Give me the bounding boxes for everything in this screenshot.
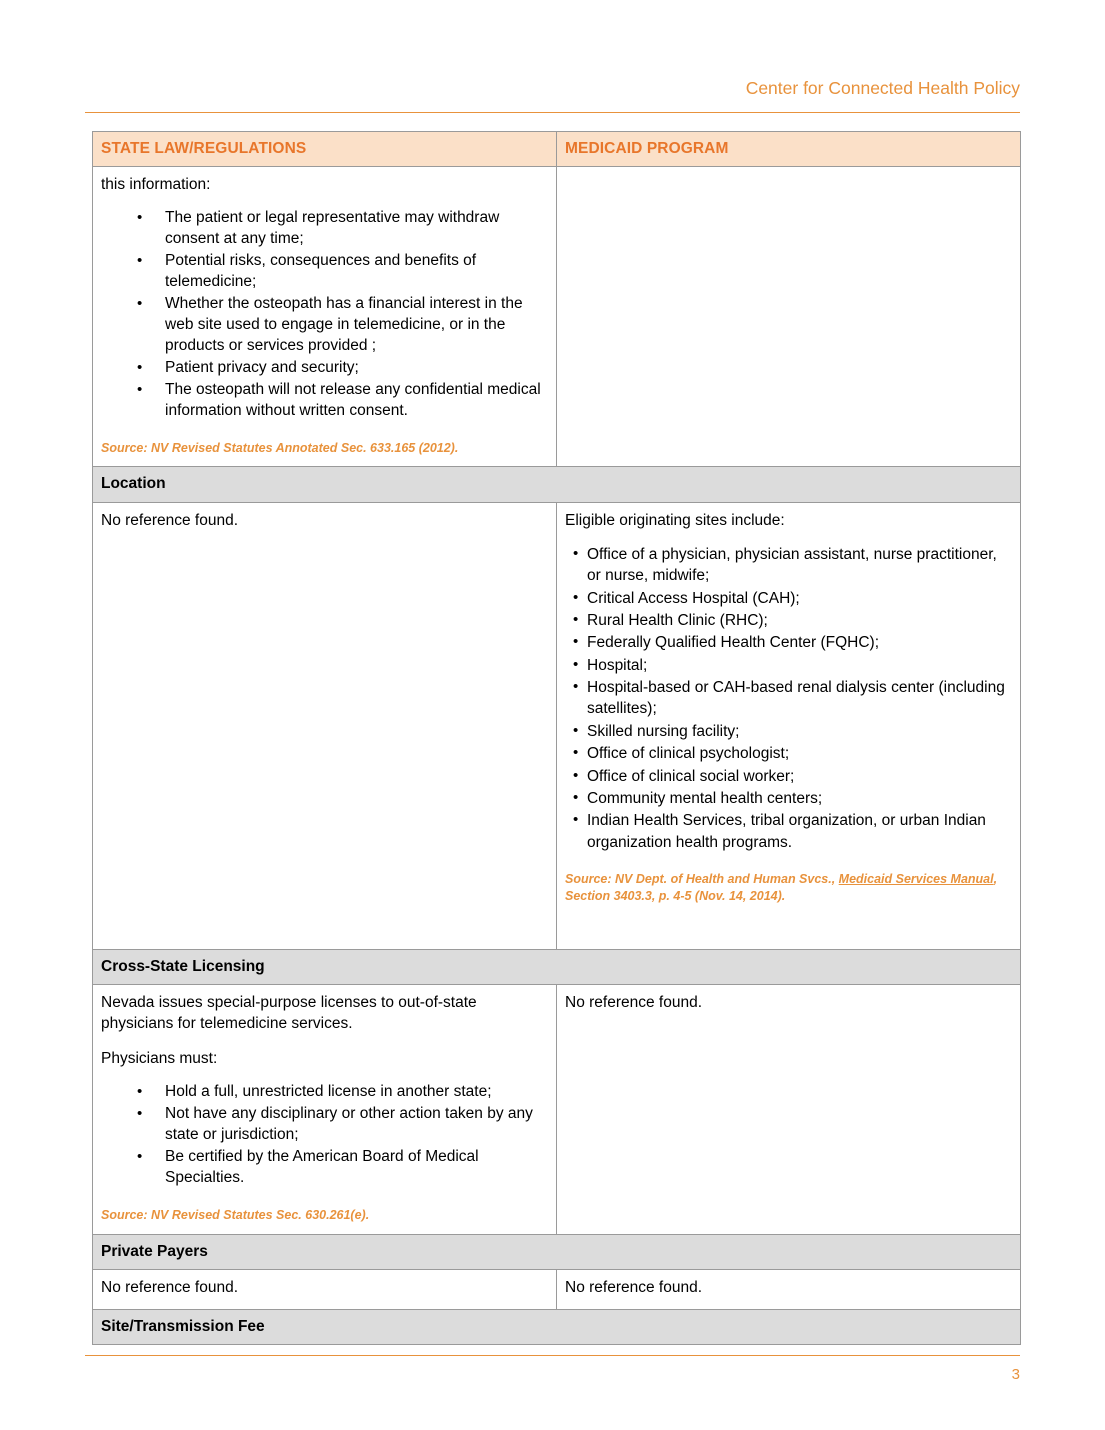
list-item: • Hospital-based or CAH-based renal dialysis center (including satellites); — [587, 677, 1012, 720]
footer-divider — [85, 1355, 1020, 1356]
table-header-row — [93, 132, 1021, 167]
list-item: • Potential risks, consequences and benefits of telemedicine; — [165, 251, 548, 293]
section-title-private-payers: Private Payers — [93, 1234, 1021, 1269]
source-link-text: Medicaid Services Manual — [838, 872, 994, 887]
list-item: • The osteopath will not release any confidential medical information without written consent. — [165, 380, 548, 422]
list-item: • Not have any disciplinary or other action taken by any state or jurisdiction; — [165, 1104, 548, 1146]
source-prefix: Source: NV Dept. of Health and Human Svcs., — [565, 872, 839, 887]
location-lead-text: Eligible originating sites include: — [565, 511, 785, 529]
list-item: • Hold a full, unrestricted license in another state; — [165, 1082, 548, 1103]
section-row-site-transmission-fee — [93, 1310, 1021, 1345]
cell-consent-left — [93, 167, 557, 467]
source-citation: Source: NV Revised Statutes Annotated Sec. 633.165 (2012). — [101, 440, 459, 455]
cross-state-right-text: No reference found. — [565, 994, 703, 1012]
telehealth-policy-table — [92, 131, 1021, 1345]
cell-consent-right — [557, 167, 1021, 467]
list-item: • Rural Health Clinic (RHC); — [587, 610, 1012, 631]
source-citation — [565, 871, 1012, 905]
section-title-location: Location — [93, 467, 1021, 502]
cell-private-payers-left — [93, 1270, 557, 1310]
list-item: • Community mental health centers; — [587, 788, 1012, 809]
list-item: • Patient privacy and security; — [165, 358, 548, 379]
list-item: • Be certified by the American Board of Medical Specialties. — [165, 1147, 548, 1189]
list-item: • The patient or legal representative may withdraw consent at any time; — [165, 208, 548, 250]
list-item: • Federally Qualified Health Center (FQHC); — [587, 632, 1012, 653]
list-item: • Critical Access Hospital (CAH); — [587, 588, 1012, 609]
list-item: • Office of clinical psychologist; — [587, 743, 1012, 764]
section-row-private-payers — [93, 1234, 1021, 1269]
page-number: 3 — [1011, 1366, 1020, 1383]
list-item: • Indian Health Services, tribal organization, or urban Indian organization health programs. — [587, 810, 1012, 853]
section-title-cross-state-licensing: Cross-State Licensing — [93, 949, 1021, 984]
cell-cross-state-right — [557, 985, 1021, 1234]
list-item: • Office of clinical social worker; — [587, 766, 1012, 787]
table-row-private-payers — [93, 1270, 1021, 1310]
consent-lead-text: this information: — [101, 176, 211, 194]
list-item: • Office of a physician, physician assistant, nurse practitioner, or nurse, midwife; — [587, 544, 1012, 587]
private-payers-right-text: No reference found. — [565, 1279, 703, 1297]
table-row-consent-continued — [93, 167, 1021, 467]
consent-bullet-list — [101, 208, 548, 421]
location-left-text: No reference found. — [101, 511, 239, 529]
column-header-state-law: STATE LAW/REGULATIONS — [93, 132, 557, 167]
page-header-org: Center for Connected Health Policy — [745, 78, 1020, 98]
section-row-cross-state-licensing — [93, 949, 1021, 984]
section-row-location — [93, 467, 1021, 502]
header-divider — [85, 112, 1020, 113]
section-title-site-transmission-fee: Site/Transmission Fee — [93, 1310, 1021, 1345]
cell-cross-state-left — [93, 985, 557, 1234]
column-header-medicaid-program: MEDICAID PROGRAM — [557, 132, 1021, 167]
cell-location-left — [93, 502, 557, 949]
source-citation: Source: NV Revised Statutes Sec. 630.261(e). — [101, 1207, 370, 1222]
private-payers-left-text: No reference found. — [101, 1279, 239, 1297]
table-row-location — [93, 502, 1021, 949]
table-row-cross-state-licensing — [93, 985, 1021, 1234]
cross-state-bullet-list — [101, 1082, 548, 1189]
cross-state-lead-text: Nevada issues special-purpose licenses to out-of-state physicians for telemedicine services. — [101, 994, 477, 1033]
cell-private-payers-right — [557, 1270, 1021, 1310]
cell-location-right — [557, 502, 1021, 949]
source-suffix: , Section 3403.3, p. 4-5 (Nov. 14, 2014). — [565, 872, 998, 903]
list-item: • Hospital; — [587, 655, 1012, 676]
list-item: • Whether the osteopath has a financial interest in the web site used to engage in telemedicine, or in the products or services provided ; — [165, 294, 548, 357]
location-bullet-list — [565, 544, 1012, 853]
cross-state-lead2-text: Physicians must: — [101, 1050, 218, 1068]
list-item: • Skilled nursing facility; — [587, 721, 1012, 742]
